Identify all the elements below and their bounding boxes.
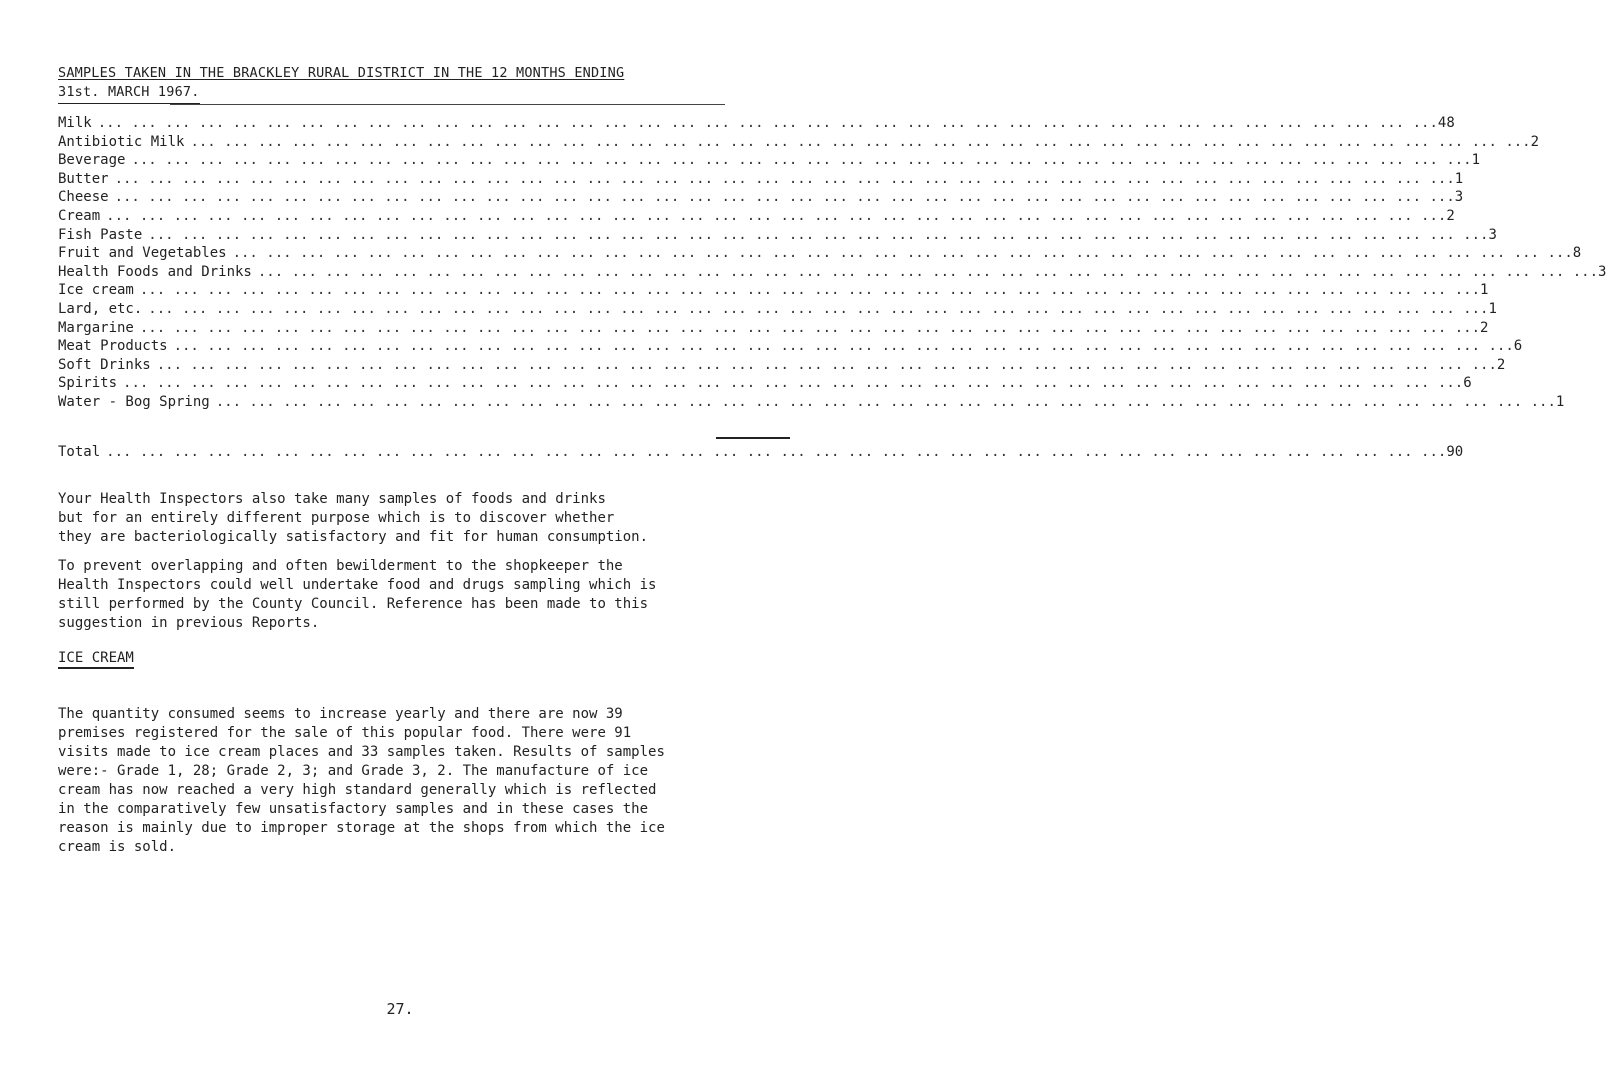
- sample-count: 8: [1572, 245, 1582, 262]
- sample-row: [58, 244, 1582, 263]
- sample-count: 1: [1454, 170, 1464, 187]
- leader-dots: ... ... ... ... ... ... ... ... ... ... ... ... ... ... ... ... ... ... ... ... ... ... ... ... ... ... ... ... ... ... ... ... ... ... ... ... ... ... ... ...: [190, 133, 1531, 150]
- leader-dots: ... ... ... ... ... ... ... ... ... ... ... ... ... ... ... ... ... ... ... ... ... ... ... ... ... ... ... ... ... ... ... ... ... ... ... ... ... ... ... ...: [139, 319, 1481, 336]
- sample-row: [58, 281, 1489, 300]
- total-value: 90: [1446, 444, 1464, 460]
- leader-dots: ... ... ... ... ... ... ... ... ... ... ... ... ... ... ... ... ... ... ... ... ... ... ... ... ... ... ... ... ... ... ... ... ... ... ... ... ... ... ... ...: [148, 300, 1489, 317]
- sample-row: [58, 337, 1523, 356]
- total-row: [58, 443, 1464, 462]
- sample-count: 3: [1454, 189, 1464, 206]
- sample-label: Antibiotic Milk: [58, 133, 185, 150]
- sample-row: [58, 114, 1455, 133]
- sample-row: [58, 133, 1540, 152]
- sample-count: 48: [1437, 115, 1455, 131]
- document-heading: [58, 64, 624, 104]
- sample-label: Margarine: [58, 319, 134, 336]
- leader-dots: ... ... ... ... ... ... ... ... ... ... ... ... ... ... ... ... ... ... ... ... ... ... ... ... ... ... ... ... ... ... ... ... ... ... ... ... ... ... ... ...: [173, 338, 1514, 355]
- leader-dots: ... ... ... ... ... ... ... ... ... ... ... ... ... ... ... ... ... ... ... ... ... ... ... ... ... ... ... ... ... ... ... ... ... ... ... ... ... ... ... ...: [123, 375, 1464, 392]
- samples-table: [58, 114, 1607, 412]
- leader-dots: ... ... ... ... ... ... ... ... ... ... ... ... ... ... ... ... ... ... ... ... ... ... ... ... ... ... ... ... ... ... ... ... ... ... ... ... ... ... ... ...: [114, 189, 1455, 206]
- sample-count: 1: [1488, 300, 1497, 317]
- paragraph-overlapping: To prevent overlapping and often bewilderment to the shopkeeper the Health Inspectors could well undertake food and drugs sampling which is still performed by the County Council. Reference has been made to this suggestion in previous Reports.: [58, 558, 657, 631]
- leader-dots: ... ... ... ... ... ... ... ... ... ... ... ... ... ... ... ... ... ... ... ... ... ... ... ... ... ... ... ... ... ... ... ... ... ... ... ... ... ... ... ...: [232, 245, 1573, 262]
- paragraph-health-inspectors: Your Health Inspectors also take many samples of foods and drinks but for an entirely different purpose which is to discover whether they are bacteriologically satisfactory and fit for human consumption.: [58, 491, 649, 545]
- sample-count: 2: [1446, 207, 1455, 224]
- sample-row: [58, 170, 1464, 189]
- leader-dots: ... ... ... ... ... ... ... ... ... ... ... ... ... ... ... ... ... ... ... ... ... ... ... ... ... ... ... ... ... ... ... ... ... ... ... ... ... ... ... ...: [215, 393, 1556, 410]
- leader-dots: ... ... ... ... ... ... ... ... ... ... ... ... ... ... ... ... ... ... ... ... ... ... ... ... ... ... ... ... ... ... ... ... ... ... ... ... ... ... ... ...: [131, 152, 1472, 169]
- sample-row: [58, 319, 1489, 338]
- sample-label: Fruit and Vegetables: [58, 245, 227, 262]
- sample-row: [58, 393, 1565, 412]
- heading-line-2: 31st. MARCH 1967.: [58, 83, 200, 104]
- sample-row: [58, 263, 1607, 282]
- leader-dots: ... ... ... ... ... ... ... ... ... ... ... ... ... ... ... ... ... ... ... ... ... ... ... ... ... ... ... ... ... ... ... ... ... ... ... ... ... ... ... ...: [114, 170, 1455, 187]
- leader-dots: ... ... ... ... ... ... ... ... ... ... ... ... ... ... ... ... ... ... ... ... ... ... ... ... ... ... ... ... ... ... ... ... ... ... ... ... ... ... ... ...: [148, 226, 1489, 243]
- sample-label: Beverage: [58, 152, 126, 169]
- sample-label: Spirits: [58, 375, 118, 392]
- sample-row: [58, 226, 1497, 245]
- sample-label: Lard, etc.: [58, 300, 143, 317]
- leader-dots: ... ... ... ... ... ... ... ... ... ... ... ... ... ... ... ... ... ... ... ... ... ... ... ... ... ... ... ... ... ... ... ... ... ... ... ... ... ... ... ...: [106, 444, 1447, 460]
- sample-label: Ice cream: [58, 282, 134, 299]
- leader-dots: ... ... ... ... ... ... ... ... ... ... ... ... ... ... ... ... ... ... ... ... ... ... ... ... ... ... ... ... ... ... ... ... ... ... ... ... ... ... ... ...: [106, 207, 1447, 224]
- page-number: 27.: [386, 1000, 414, 1018]
- sample-count: 1: [1480, 282, 1489, 299]
- sample-label: Cheese: [58, 189, 109, 206]
- sample-label: Soft Drinks: [58, 356, 151, 373]
- heading-rule: [170, 104, 725, 105]
- sample-row: [58, 374, 1472, 393]
- sample-row: [58, 356, 1506, 375]
- sample-row: [58, 300, 1497, 319]
- leader-dots: ... ... ... ... ... ... ... ... ... ... ... ... ... ... ... ... ... ... ... ... ... ... ... ... ... ... ... ... ... ... ... ... ... ... ... ... ... ... ... ...: [257, 263, 1599, 280]
- sample-count: 6: [1463, 375, 1472, 392]
- sample-count: 2: [1480, 319, 1489, 336]
- sample-label: Butter: [58, 170, 109, 187]
- sample-label: Water - Bog Spring: [58, 393, 210, 410]
- total-label: Total: [58, 444, 101, 460]
- sample-count: 3: [1598, 263, 1607, 280]
- sample-row: [58, 151, 1481, 170]
- sample-row: [58, 188, 1464, 207]
- sample-label: Meat Products: [58, 338, 168, 355]
- heading-line-1: SAMPLES TAKEN IN THE BRACKLEY RURAL DISTRICT IN THE 12 MONTHS ENDING: [58, 65, 625, 81]
- leader-dots: ... ... ... ... ... ... ... ... ... ... ... ... ... ... ... ... ... ... ... ... ... ... ... ... ... ... ... ... ... ... ... ... ... ... ... ... ... ... ... ...: [97, 115, 1438, 131]
- total-rule: [716, 437, 790, 439]
- sample-label: Milk: [58, 115, 92, 131]
- sample-row: [58, 207, 1455, 226]
- sample-count: 2: [1530, 133, 1540, 150]
- sample-count: 2: [1496, 356, 1506, 373]
- sample-label: Fish Paste: [58, 226, 143, 243]
- sample-count: 1: [1555, 393, 1565, 410]
- sample-count: 6: [1513, 338, 1523, 355]
- paragraph-ice-cream: The quantity consumed seems to increase yearly and there are now 39 premises registered for the sale of this popular food. There were 91 visits made to ice cream places and 33 samples taken. Results of samples were:- Grade 1, 28; Grade 2, 3; and Grade 3, 2. The manufacture of ice cream has now reached a very high standard generally which is reflected in the comparatively few unsatisfactory samples and in these cases the reason is mainly due to improper storage at the shops from which the ice cream is sold.: [58, 706, 665, 855]
- leader-dots: ... ... ... ... ... ... ... ... ... ... ... ... ... ... ... ... ... ... ... ... ... ... ... ... ... ... ... ... ... ... ... ... ... ... ... ... ... ... ... ...: [156, 356, 1497, 373]
- sample-label: Health Foods and Drinks: [58, 263, 252, 280]
- leader-dots: ... ... ... ... ... ... ... ... ... ... ... ... ... ... ... ... ... ... ... ... ... ... ... ... ... ... ... ... ... ... ... ... ... ... ... ... ... ... ... ...: [139, 282, 1481, 299]
- sample-count: 3: [1488, 226, 1497, 243]
- ice-cream-heading: ICE CREAM: [58, 650, 134, 669]
- sample-label: Cream: [58, 207, 101, 224]
- sample-count: 1: [1471, 152, 1481, 169]
